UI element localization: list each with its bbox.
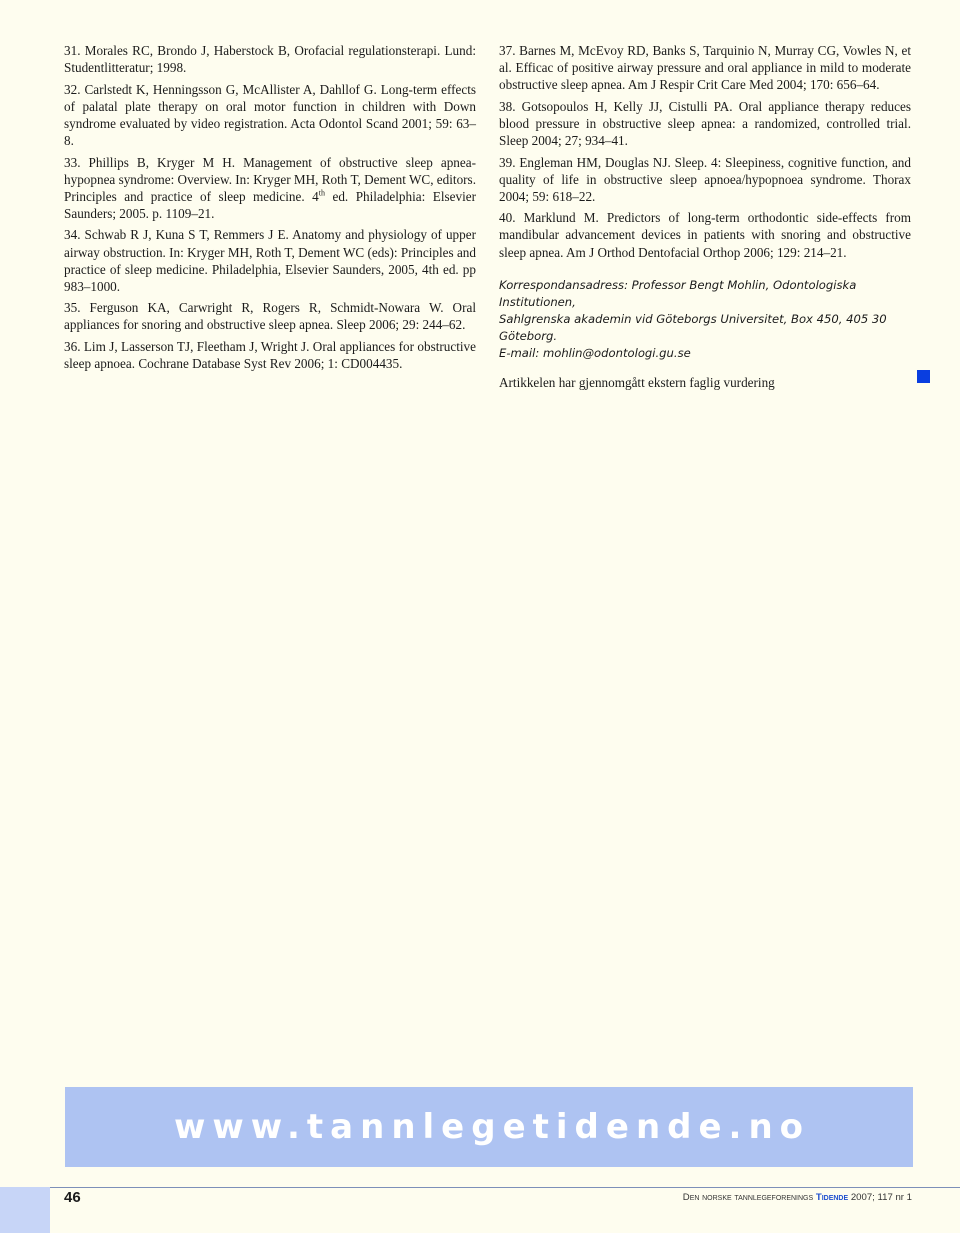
correspondence-line-2: Sahlgrenska akademin vid Göteborgs Universitet, Box 450, 405 30 Göteborg. — [499, 311, 887, 343]
references-left-column — [64, 42, 476, 377]
website-url[interactable]: www.tannlegetidende.no — [173, 1107, 811, 1147]
reference-37: 37. Barnes M, McEvoy RD, Banks S, Tarquinio N, Murray CG, Vowles N, et al. Efficac of positive airway pressure and oral appliance in mild to moderate obstructive sleep apnea. Am J Respir Crit Care Med 2004; 170: 656–64. — [499, 43, 911, 93]
journal-issue: 2007; 117 nr 1 — [848, 1192, 912, 1203]
page-number-tab — [0, 1187, 50, 1233]
reference-33 — [64, 154, 476, 222]
reference-40: 40. Marklund M. Predictors of long-term orthodontic side-effects from mandibular advancement devices in patients with snoring and obstructive sleep apnea. Am J Orthod Dentofacial Orthop 2006; 129: 214–21. — [499, 210, 911, 260]
reference-36: 36. Lim J, Lasserson TJ, Fleetham J, Wright J. Oral appliances for obstructive sleep apnoea. Cochrane Database Syst Rev 2006; 1: CD004435. — [64, 339, 476, 372]
reference-32: 32. Carlstedt K, Henningsson G, McAllister A, Dahllof G. Long-term effects of palatal plate therapy on oral motor function in children with Down syndrome evaluated by video registration. Acta Odontol Scand 2001; 59: 63–8. — [64, 81, 476, 148]
journal-footer — [683, 1192, 912, 1203]
page-number: 46 — [64, 1189, 81, 1206]
reference-33-text: 33. Phillips B, Kryger M H. Management of obstructive sleep apnea-hypopnea syndrome: Overview. In: Kryger MH, Roth T, Dement WC, editors. Principles and practice of sleep medicine. 4 — [64, 154, 476, 204]
journal-name: Den norske tannlegeforenings — [682, 1192, 816, 1203]
review-note: Artikkelen har gjennomgått ekstern faglig vurdering — [499, 374, 775, 390]
reference-33-text-end: ed. Philadelphia: Elsevier Saunders; 2005. p. 1109–21. — [64, 188, 476, 221]
reference-34: 34. Schwab R J, Kuna S T, Remmers J E. Anatomy and physiology of upper airway obstruction. In: Kryger MH, Roth T, Dement WC (eds): Principles and practice of sleep medicine. Philadelphia, Elsevier Saunders, 2005, 4th ed. pp 983–1000. — [64, 227, 476, 294]
reference-35: 35. Ferguson KA, Carwright R, Rogers R, Schmidt-Nowara W. Oral appliances for snoring and obstructive sleep apnea. Sleep 2006; 29: 244–62. — [64, 300, 476, 333]
reference-31: 31. Morales RC, Brondo J, Haberstock B, Orofacial regulationsterapi. Lund: Studentlitteratur; 1998. — [64, 43, 476, 76]
reference-33-superscript: th — [318, 188, 325, 198]
journal-brand: Tidende — [815, 1192, 849, 1203]
correspondence-email[interactable]: E-mail: mohlin@odontologi.gu.se — [499, 345, 691, 360]
reference-39: 39. Engleman HM, Douglas NJ. Sleep. 4: Sleepiness, cognitive function, and quality of life in obstructive sleep apnoea/hypopnoea syndrome. Thorax 2004; 59: 618–22. — [499, 154, 911, 204]
correspondence-address — [499, 277, 911, 362]
website-banner[interactable] — [65, 1087, 913, 1167]
reference-38: 38. Gotsopoulos H, Kelly JJ, Cistulli PA. Oral appliance therapy reduces blood pressure in obstructive sleep apnea: a randomized, controlled trial. Sleep 2004; 27; 934–41. — [499, 98, 911, 148]
correspondence-line-1: Korrespondansadress: Professor Bengt Mohlin, Odontologiska Institutionen, — [499, 277, 857, 309]
end-of-article-square-icon — [917, 370, 930, 383]
footer-divider — [50, 1187, 960, 1188]
references-right-column — [499, 42, 911, 391]
